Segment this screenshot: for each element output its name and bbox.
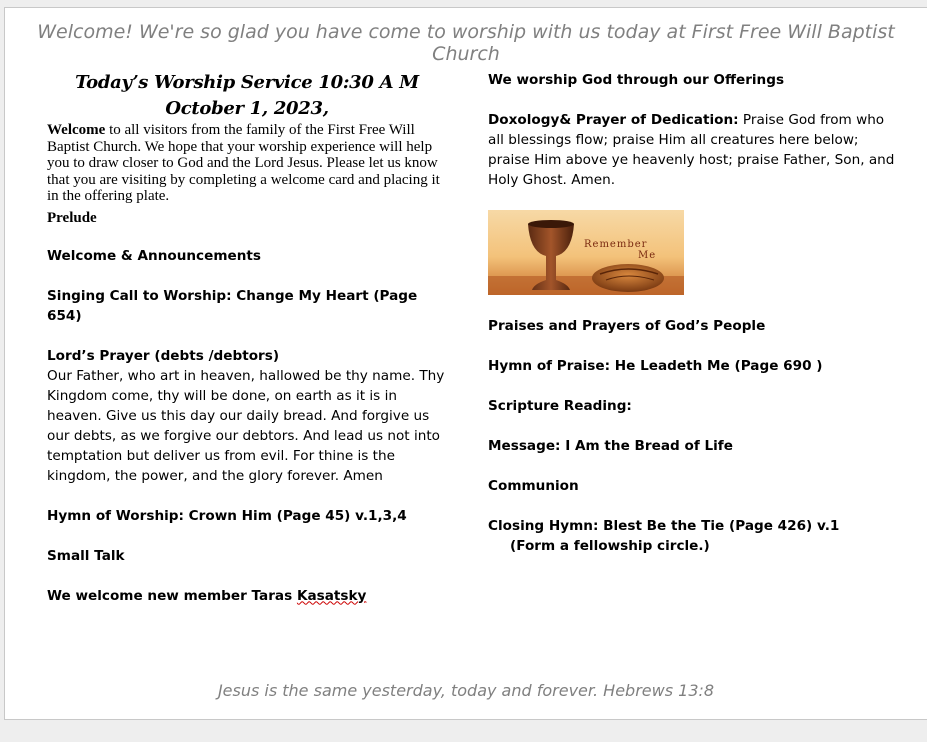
chalice-bread-picture [488, 210, 684, 295]
remember-text: Remember [584, 239, 648, 250]
closing-hymn: Closing Hymn: Blest Be the Tie (Page 426) v.1 [488, 518, 840, 534]
hymn-of-praise: Hymn of Praise: He Leadeth Me (Page 690 ) [488, 358, 823, 374]
closing-note: (Form a fellowship circle.) [510, 538, 710, 554]
scripture-footer: Jesus is the same yesterday, today and forever. Hebrews 13:8 [217, 681, 715, 700]
hymn-of-worship: Hymn of Worship: Crown Him (Page 45) v.1,3,4 [47, 507, 407, 524]
communion: Communion [488, 478, 579, 494]
offerings: We worship God through our Offerings [488, 72, 785, 88]
document-page [4, 7, 927, 720]
welcome-text: to all visitors from the family of the First Free Will Baptist Church. We hope that your worship experience will help you to draw closer to God and the Lord Jesus. Please let us know that you are visiting by completing a welcome card and placing it in the offering plate. [47, 122, 440, 204]
scripture-reading: Scripture Reading: [488, 398, 632, 414]
welcome-announcements: Welcome & Announcements [47, 247, 261, 264]
communion-image [488, 210, 684, 295]
service-date: October 1, 2023, [165, 98, 329, 119]
small-talk: Small Talk [47, 547, 125, 564]
doxology-text: Praise God from who all blessings flow; praise Him all creatures here below; praise Him above ye heavenly host; praise Father, Son, and Holy Ghost. Amen. [488, 112, 895, 188]
new-member [47, 586, 447, 606]
lords-prayer-text: Our Father, who art in heaven, hallowed be thy name. Thy Kingdom come, thy will be done, on earth as it is in heaven. Give us this day our daily bread. And forgive us our debts, as we forgive our debtors. And lead us not into temptation but deliver us from evil. For thine is the kingdom, the power, and the glory forever. Amen [47, 367, 445, 484]
singing-call-to-worship: Singing Call to Worship: Change My Heart (Page 654) [47, 287, 418, 324]
prelude: Prelude [47, 209, 97, 226]
lords-prayer-heading: Lord’s Prayer (debts /debtors) [47, 347, 280, 364]
new-member-surname: Kasatsky [296, 587, 367, 604]
welcome-word: Welcome [47, 122, 106, 138]
welcome-paragraph [47, 122, 447, 205]
right-column [488, 70, 898, 576]
doxology-label: Doxology& Prayer of Dedication: [488, 112, 739, 128]
me-text: Me [638, 250, 657, 261]
new-member-prefix: We welcome new member Taras [47, 587, 297, 604]
doxology-paragraph [488, 110, 898, 190]
message: Message: I Am the Bread of Life [488, 438, 733, 454]
service-title: Today’s Worship Service 10:30 A M [75, 72, 419, 93]
welcome-header: Welcome! We're so glad you have come to worship with us today at First Free Will Baptist Church [37, 21, 895, 65]
praises-and-prayers: Praises and Prayers of God’s People [488, 318, 766, 334]
left-column [47, 70, 447, 626]
